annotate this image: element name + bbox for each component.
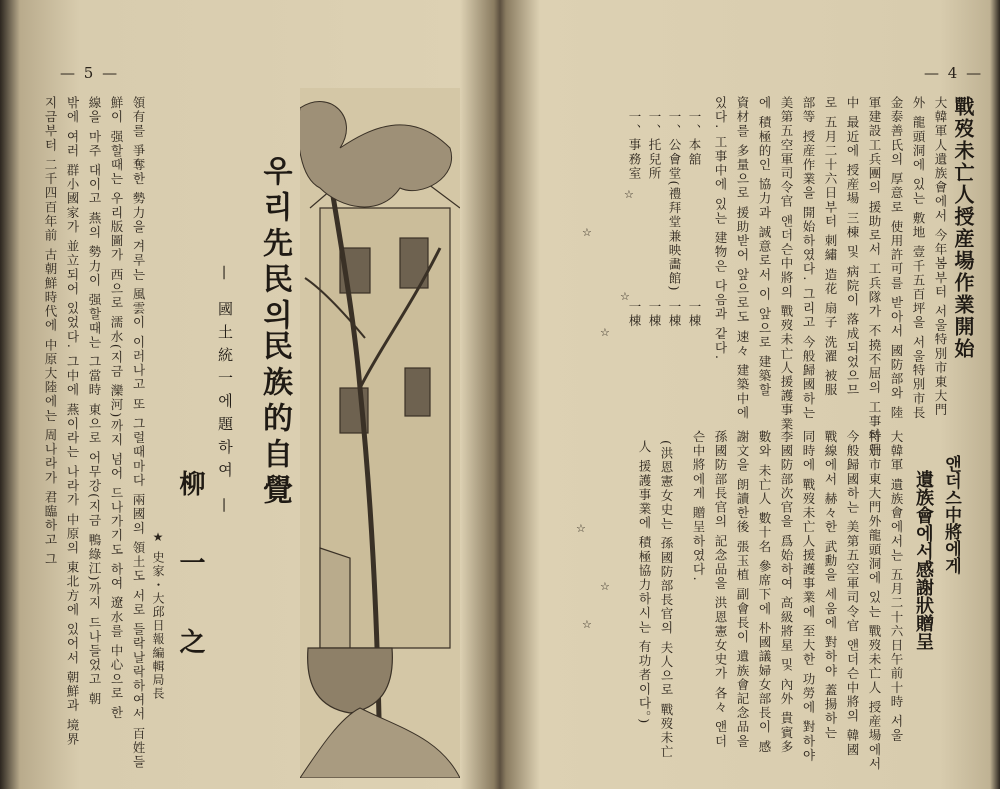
page-number: — 5 — — [60, 64, 120, 82]
body-column: 밖에 여러 群小國家가 並立되어 있었다. 그中에 燕이라는 나라가 中原의 東北方에 있어서 朝鮮과 境界 — [65, 96, 80, 747]
building-item: 一、本舘 — [687, 110, 702, 167]
section-title: 遺族會에서感謝狀贈呈 — [913, 470, 934, 650]
building-count: 一棟 — [627, 300, 642, 329]
body-column: 部等 授産作業을 開始하였다. 그리고 今般歸國하는 — [801, 96, 816, 420]
body-column: 線을 마주 대이고 燕의 勢力이 强할때는 그當時 東으로 어무강(지금 鴨綠江)까지 드나들었고 朝 — [87, 96, 102, 707]
building-item: 一、公會堂(禮拜堂兼映畵館) — [667, 110, 682, 293]
headline: 戰歿未亡人授産場作業開始 — [951, 96, 975, 360]
body-column: 數와 未亡人 數十名 參席下에 朴國議婦女部長이 感 — [757, 430, 772, 754]
star-ornament: ☆ — [620, 290, 630, 303]
body-column: 에 積極的인 協力과 誠意로서 이 앞으로 建築할 — [757, 96, 772, 398]
star-ornament: ☆ — [576, 522, 586, 535]
body-column: 大韓軍 遺族會에서는 五月二十六日午前十時 서울 — [889, 430, 904, 743]
article-subtitle: — 國土統一에題하여 — — [216, 265, 234, 521]
building-item: 一、事務室 — [627, 110, 642, 181]
body-column: 李國防部次官을 爲始하여 高級將星 및 內外 貴賓多 — [779, 430, 794, 754]
body-column: 大韓軍人遺族會에서 今年봄부터 서울特別市東大門 — [933, 96, 948, 418]
body-column: 今般歸國하는 美第五空軍司令官 앤더슨中將의 韓國 — [845, 430, 860, 757]
body-column: 軍建設工兵團의 援助로서 工兵隊가 不撓不屈의 工事하든 — [867, 96, 882, 457]
body-column: 로 五月二十六日부터 刺繡 造花 扇子 洗濯 被服 — [823, 96, 838, 398]
body-column: 資材를 多量으로 援助받어 앞으로도 速々 建築中에 — [735, 96, 750, 420]
building-count: 一棟 — [687, 300, 702, 329]
author-name: 柳 一 之 — [175, 470, 205, 677]
page-number: — 4 — — [924, 64, 984, 82]
tree-house-illustration — [300, 88, 460, 778]
body-column: 特別市東大門外龍頭洞에 있는 戰歿未亡人 授産場에서 — [867, 430, 882, 772]
body-column: 지금부터 二千四百年前 古朝鮮時代에 中原大陸에는 周나라가 君臨하고 그 — [43, 96, 58, 567]
article-title-line1: 우리先民의 — [257, 155, 292, 335]
right-page — [504, 0, 1000, 789]
body-column: 謝文을 朗讀한後 張玉植 副會長이 遺族會記念品을 — [735, 430, 750, 749]
star-ornament: ☆ — [624, 188, 634, 201]
section-title: 앤더스中將에게 — [941, 455, 961, 574]
body-column: 美第五空軍司令官 앤더슨中將의 戰歿未亡人援護事業 — [779, 96, 794, 432]
star-ornament: ☆ — [600, 580, 610, 593]
left-page — [0, 0, 496, 789]
body-column: 戰線에서 赫々한 武勳을 세움에 對하야 蓋揚하는 — [823, 430, 838, 740]
building-count: 一棟 — [667, 300, 682, 329]
body-column: 있다. 工事中에 있는 建物은 다음과 같다. — [713, 96, 728, 361]
note-column: (洪恩憲女史는 孫國防部長官의 夫人으로 戰歿未亡 — [659, 440, 674, 760]
author-role: ★ 史家・大邱日報編輯局長 — [151, 530, 165, 701]
body-column: 鮮이 强할때는 우리版圖가 西으로 濡水(지금 灤河)까지 넘어 드나가기도 하여 遼水를 中心으로 한 — [109, 96, 124, 721]
body-column: 金泰善氏의 厚意로 使用許可를 받아서 國防部와 陸 — [889, 96, 904, 420]
star-ornament: ☆ — [582, 618, 592, 631]
building-item: 一、托兒所 — [647, 110, 662, 181]
building-count: 一棟 — [647, 300, 662, 329]
star-ornament: ☆ — [600, 326, 610, 339]
body-column: 孫國防部長官의 記念品을 洪恩憲女史가 各々 앤더 — [713, 430, 728, 749]
body-column: 中 最近에 授産場 三棟 및 病院이 落成되었으므 — [845, 96, 860, 398]
body-column: 領有를 爭奪한 勢力을 겨루는 風雲이 이러나고 또 그럴때마다 兩國의 領土도 서로 들락날락하여서 百姓들 — [131, 96, 146, 770]
article-title-line2: 民族的自覺 — [257, 330, 292, 510]
body-column: 슨中將에게 贈呈하였다. — [691, 430, 706, 583]
body-column: 同時에 戰歿未亡人援護事業에 至大한 功勞에 對하야 — [801, 430, 816, 763]
body-column: 外 龍頭洞에 있는 敷地 壹千五百坪을 서울特別市長 — [911, 96, 926, 420]
note-column: 人 援護事業에 積極協力하시는 有功者이다。) — [637, 440, 652, 725]
star-ornament: ☆ — [582, 226, 592, 239]
